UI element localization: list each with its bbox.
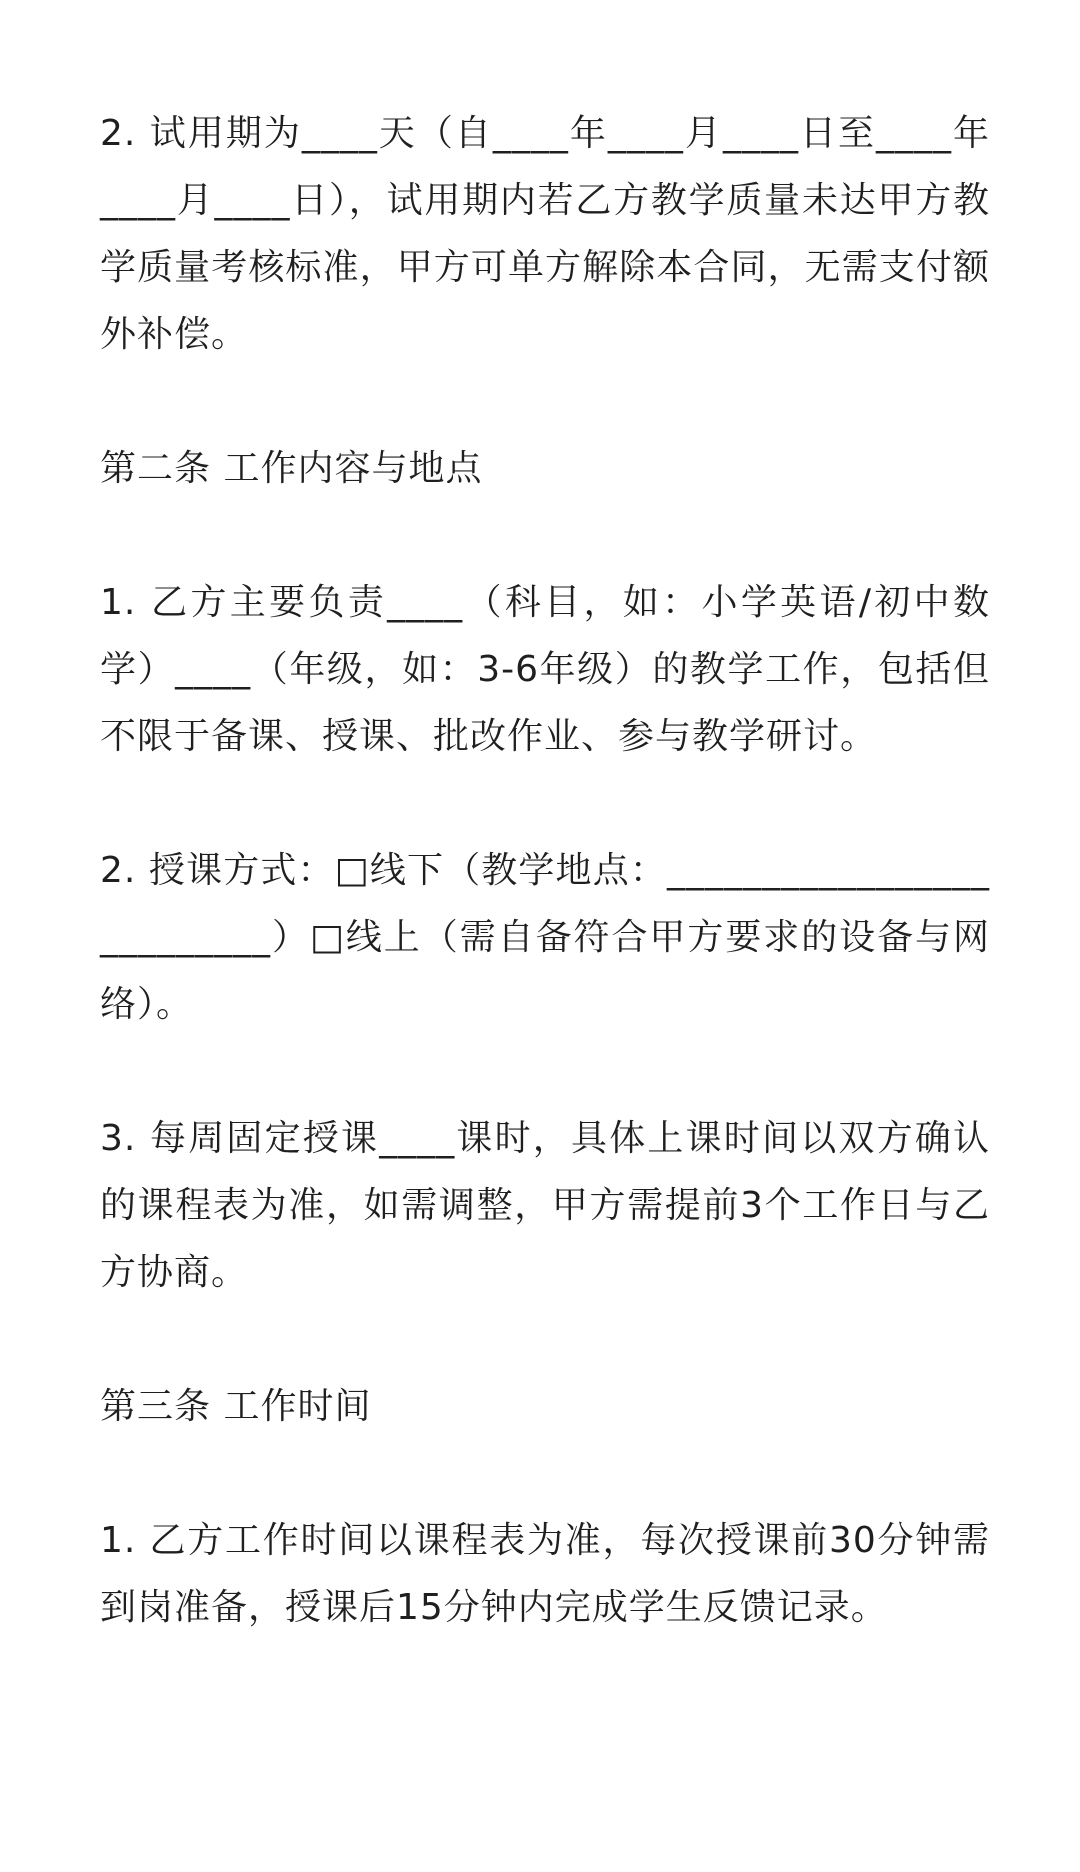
teaching-duties-paragraph: 1. 乙方主要负责____（科目，如：小学英语/初中数学）____（年级，如：3-6年级）的教学工作，包括但不限于备课、授课、批改作业、参与教学研讨。 [100, 582, 990, 757]
article-2-heading: 第二条 工作内容与地点 [100, 448, 483, 489]
teaching-mode-paragraph: 2. 授课方式：□线下（教学地点：__________________________）□线上（需自备符合甲方要求的设备与网络）。 [100, 850, 990, 1025]
weekly-hours-paragraph: 3. 每周固定授课____课时，具体上课时间以双方确认的课程表为准，如需调整，甲方需提前3个工作日与乙方协商。 [100, 1118, 990, 1293]
working-time-paragraph: 1. 乙方工作时间以课程表为准，每次授课前30分钟需到岗准备，授课后15分钟内完成学生反馈记录。 [100, 1520, 990, 1628]
article-3-heading: 第三条 工作时间 [100, 1386, 372, 1427]
contract-document [100, 100, 990, 1641]
probation-clause-paragraph: 2. 试用期为____天（自____年____月____日至____年____月____日），试用期内若乙方教学质量未达甲方教学质量考核标准，甲方可单方解除本合同，无需支付额外补偿。 [100, 113, 990, 355]
